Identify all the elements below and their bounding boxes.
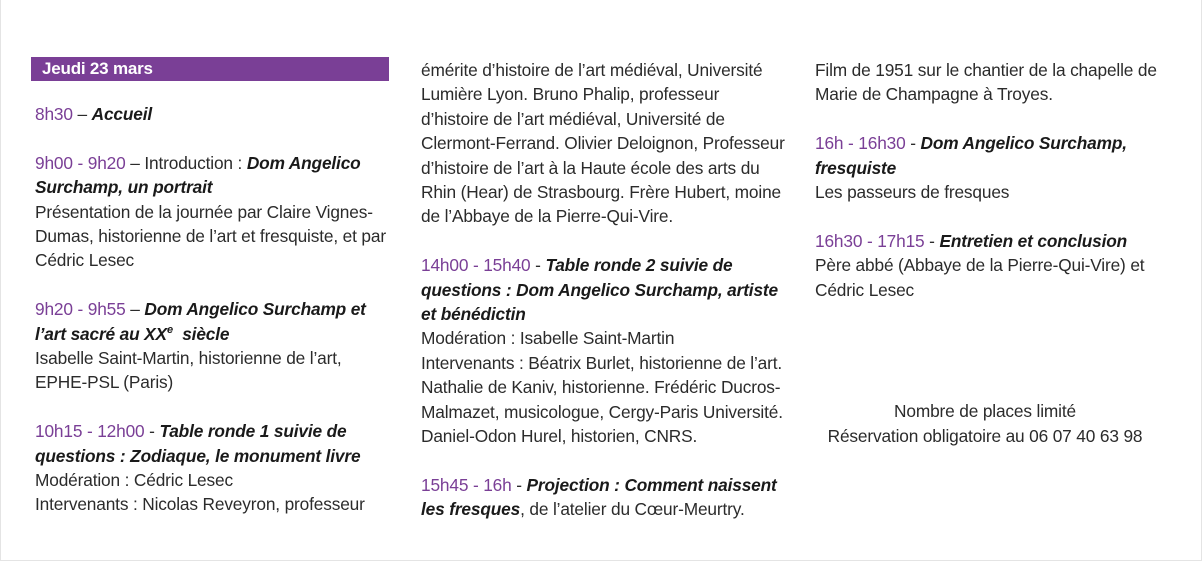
session-fresquiste (815, 131, 1185, 204)
session-separator: - (905, 133, 921, 154)
session-separator: - (511, 474, 527, 495)
session-speakers: Intervenants : Béatrix Burlet, historienne de l’art. Nathalie de Kaniv, historienne. Frédéric Ducros-Malmazet, musicologue, Cergy-Paris Université. Daniel-Odon Hurel, historien, CNRS. (421, 352, 783, 447)
session-title: Table ronde 1 suivie de questions : Zodiaque, le monument livre (35, 421, 361, 466)
reservation-notice (815, 399, 1155, 448)
session-title: Entretien et conclusion (939, 230, 1128, 251)
session-separator: – Introduction : (125, 152, 247, 173)
program-column-1 (35, 58, 395, 541)
session-introduction (35, 151, 395, 273)
session-projection (421, 473, 791, 522)
speakers-continued (421, 58, 791, 229)
program-column-3 (815, 58, 1185, 448)
session-title: Projection : Comment naissent les fresques (421, 474, 777, 520)
session-time: 10h15 - 12h00 (35, 421, 145, 442)
session-time: 16h - 16h30 (815, 133, 906, 154)
session-title: Dom Angelico Surchamp, un portrait (35, 152, 361, 198)
session-title: Dom Angelico Surchamp et l’art sacré au XXe siècle (35, 299, 366, 344)
session-moderation: Modération : Isabelle Saint-Martin (421, 328, 675, 349)
session-speakers: Intervenants : Nicolas Reveyron, professeur (35, 494, 365, 515)
session-separator: - (924, 230, 940, 251)
session-table-ronde-2 (421, 253, 791, 448)
projection-continued (815, 58, 1185, 107)
session-accueil (35, 102, 395, 126)
date-banner: Jeudi 23 mars (31, 57, 389, 81)
session-time: 9h20 - 9h55 (35, 299, 126, 320)
projection-description: Film de 1951 sur le chantier de la chapelle de Marie de Champagne à Troyes. (815, 60, 1157, 105)
session-separator: – (125, 299, 145, 320)
session-time: 14h00 - 15h40 (421, 255, 531, 276)
session-time: 8h30 (35, 104, 73, 124)
session-time: 9h00 - 9h20 (35, 152, 126, 173)
session-separator: - (144, 421, 160, 442)
session-separator: – (72, 104, 92, 124)
session-time: 15h45 - 16h (421, 474, 512, 495)
session-art-sacre (35, 297, 395, 395)
session-separator: - (530, 255, 546, 276)
session-time: 16h30 - 17h15 (815, 230, 925, 251)
session-description: Père abbé (Abbaye de la Pierre-Qui-Vire) et Cédric Lesec (815, 255, 1145, 300)
session-table-ronde-1 (35, 419, 395, 517)
session-description: Isabelle Saint-Martin, historienne de l’art, EPHE-PSL (Paris) (35, 348, 342, 393)
program-column-2 (421, 58, 791, 546)
notice-reservation: Réservation obligatoire au 06 07 40 63 98 (827, 425, 1143, 446)
session-speakers-continued: émérite d’histoire de l’art médiéval, Université Lumière Lyon. Bruno Phalip, professeur d’histoire de l’art médiéval, Université de Clermont-Ferrand. Olivier Deloignon, Professeur d’histoire de l’art à la Haute école des arts du Rhin (Hear) de Strasbourg. Frère Hubert, moine de l’Abbaye de la Pierre-Qui-Vire. (421, 60, 785, 227)
session-title: Table ronde 2 suivie de questions : Dom Angelico Surchamp, artiste et bénédictin (421, 255, 778, 325)
session-title: Accueil (91, 104, 153, 124)
session-title: Dom Angelico Surchamp, fresquiste (815, 133, 1127, 178)
session-moderation: Modération : Cédric Lesec (35, 470, 233, 491)
session-description: Présentation de la journée par Claire Vignes-Dumas, historienne de l’art et fresquiste, et par Cédric Lesec (35, 201, 386, 271)
notice-places: Nombre de places limité (894, 401, 1076, 422)
session-conclusion (815, 229, 1185, 302)
session-description: Les passeurs de fresques (815, 182, 1010, 203)
session-title-tail: , de l’atelier du Cœur-Meurtry. (520, 499, 745, 520)
